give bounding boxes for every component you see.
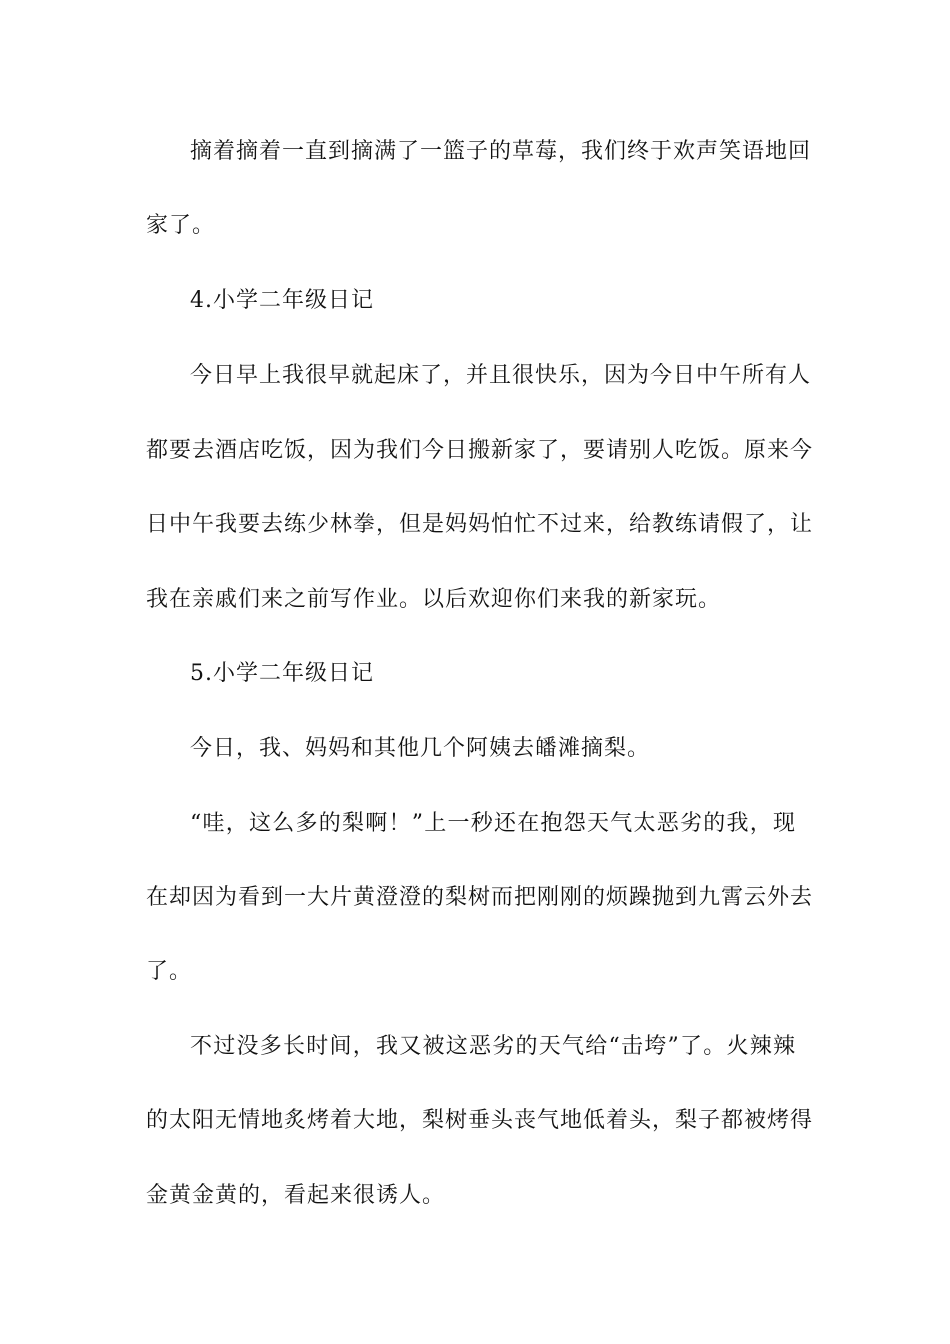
paragraph-line: 日中午我要去练少林拳，但是妈妈怕忙不过来，给教练请假了，让 [146, 512, 814, 537]
paragraph-line: 今日早上我很早就起床了，并且很快乐，因为今日中午所有人 [190, 363, 812, 388]
paragraph-line: 不过没多长时间，我又被这恶劣的天气给“击垮”了。火辣辣 [190, 1034, 796, 1059]
paragraph-line: 摘着摘着一直到摘满了一篮子的草莓，我们终于欢声笑语地回 [190, 139, 812, 164]
paragraph-line: 家了。 [146, 213, 216, 238]
paragraph-line: “哇，这么多的梨啊！”上一秒还在抱怨天气太恶劣的我，现 [190, 811, 796, 836]
paragraph-line: 我在亲戚们来之前写作业。以后欢迎你们来我的新家玩。 [146, 587, 722, 612]
paragraph-line: 的太阳无情地炙烤着大地，梨树垂头丧气地低着头，梨子都被烤得 [146, 1108, 814, 1133]
section-heading: 4.小学二年级日记 [190, 288, 374, 313]
paragraph-line: 都要去酒店吃饭，因为我们今日搬新家了，要请别人吃饭。原来今 [146, 438, 814, 463]
paragraph-line: 在却因为看到一大片黄澄澄的梨树而把刚刚的烦躁抛到九霄云外去 [146, 885, 814, 910]
paragraph-line: 了。 [146, 959, 193, 984]
paragraph-line: 今日，我、妈妈和其他几个阿姨去皤滩摘梨。 [190, 736, 651, 761]
paragraph-line: 金黄金黄的，看起来很诱人。 [146, 1183, 446, 1208]
section-heading: 5.小学二年级日记 [190, 661, 374, 686]
